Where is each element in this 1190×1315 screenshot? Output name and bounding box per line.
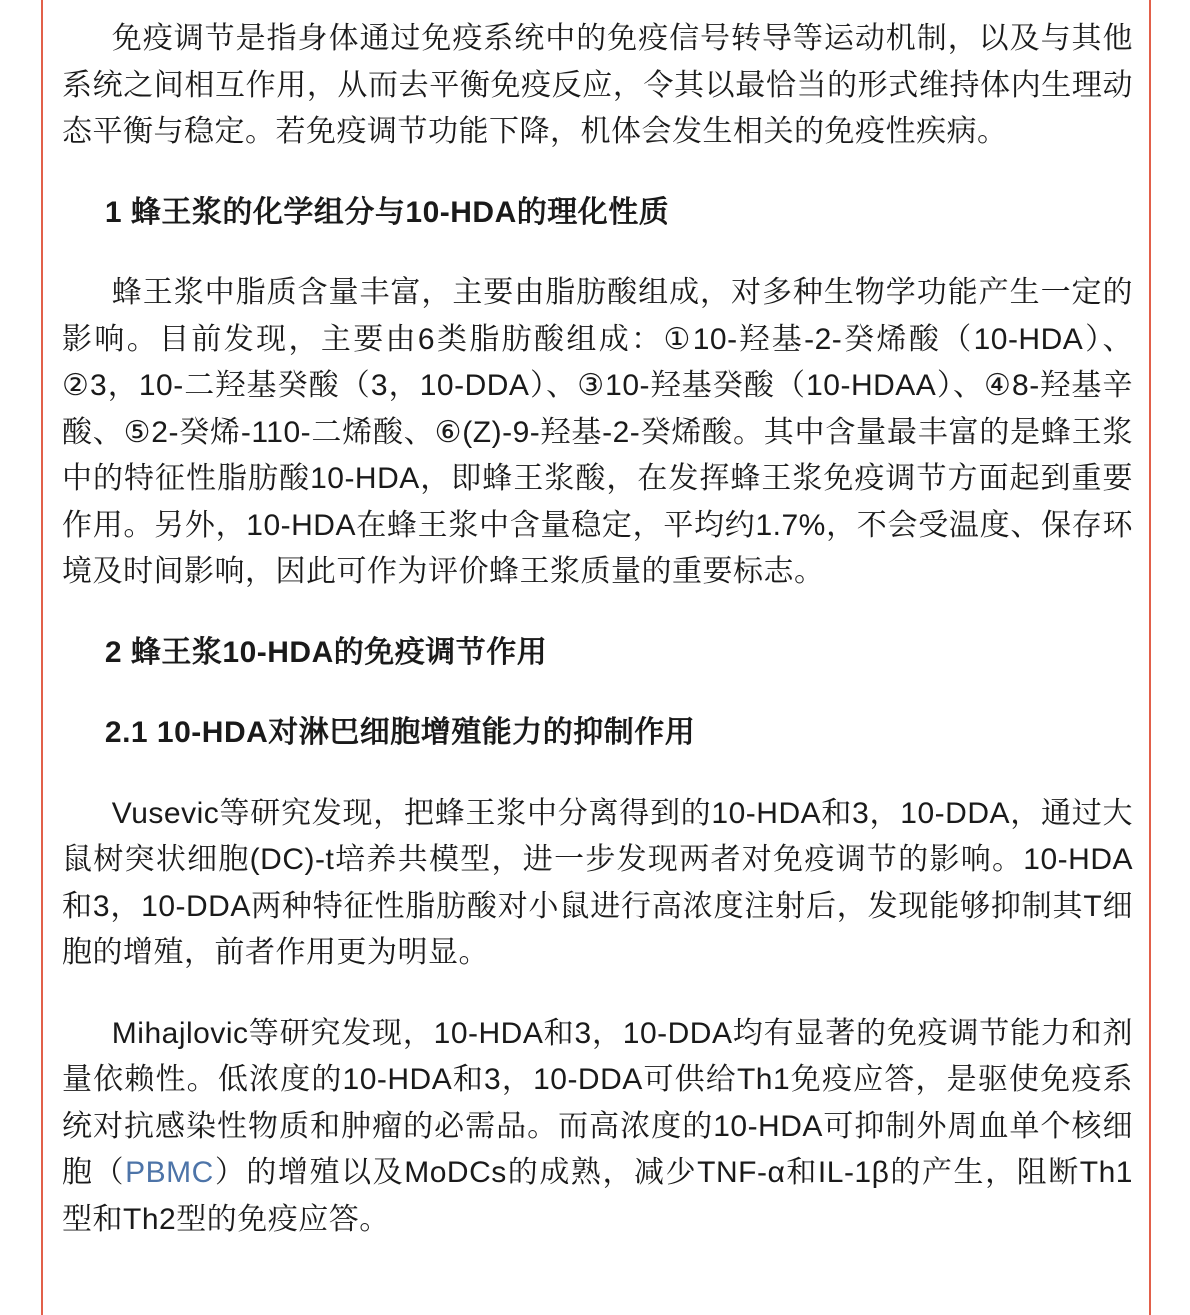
section-heading-2: 2 蜂王浆10-HDA的免疫调节作用 — [104, 635, 548, 669]
paragraph-chemical-composition: 蜂王浆中脂质含量丰富，主要由脂肪酸组成，对多种生物学功能产生一定的影响。目前发现，主要由6类脂肪酸组成：①10-羟基-2-癸烯酸（10-HDA）、②3，10-二羟基癸酸（3，10-DDA）、③10-羟基癸酸（10-HDAA）、④8-羟基辛酸、⑤2-癸烯-110-二烯酸、⑥(Z)-9-羟基-2-癸烯酸。其中含量最丰富的是蜂王浆中的特征性脂肪酸10-HDA，即蜂王浆酸，在发挥蜂王浆免疫调节方面起到重要作用。另外，10-HDA在蜂王浆中含量稳定，平均约1.7%，不会受温度、保存环境及时间影响，因此可作为评价蜂王浆质量的重要标志。 — [62, 276, 1133, 588]
subsection-heading-2-1: 2.1 10-HDA对淋巴细胞增殖能力的抑制作用 — [104, 716, 696, 749]
mihajlovic-text-before-link: Mihajlovic等研究发现，10-HDA和3，10-DDA均有显著的免疫调节能力和剂量依赖性。低浓度的10-HDA和3，10-DDA可供给Th1免疫应答，是驱使免疫系统对抗感染性物质和肿瘤的必需品。而高浓度的10-HDA可抑制外周血单个核细胞（ — [62, 1016, 1133, 1189]
pbmc-link[interactable]: PBMC — [125, 1156, 214, 1189]
paragraph-immune-regulation-intro: 免疫调节是指身体通过免疫系统中的免疫信号转导等运动机制，以及与其他系统之间相互作用，从而去平衡免疫反应，令其以最恰当的形式维持体内生理动态平衡与稳定。若免疫调节功能下降，机体会发生相关的免疫性疾病。 — [62, 22, 1133, 148]
section-heading-1: 1 蜂王浆的化学组分与10-HDA的理化性质 — [104, 195, 670, 229]
mihajlovic-text-after-link: ）的增殖以及MoDCs的成熟，减少TNF-α和IL-1β的产生，阻断Th1型和Th2型的免疫应答。 — [62, 1156, 1133, 1236]
article-body — [41, 0, 1151, 1315]
paragraph-vusevic-study: Vusevic等研究发现，把蜂王浆中分离得到的10-HDA和3，10-DDA，通过大鼠树突状细胞(DC)-t培养共模型，进一步发现两者对免疫调节的影响。10-HDA和3，10-DDA两种特征性脂肪酸对小鼠进行高浓度注射后，发现能够抑制其T细胞的增殖，前者作用更为明显。 — [62, 796, 1133, 969]
paragraph-mihajlovic-study — [62, 1011, 1133, 1244]
